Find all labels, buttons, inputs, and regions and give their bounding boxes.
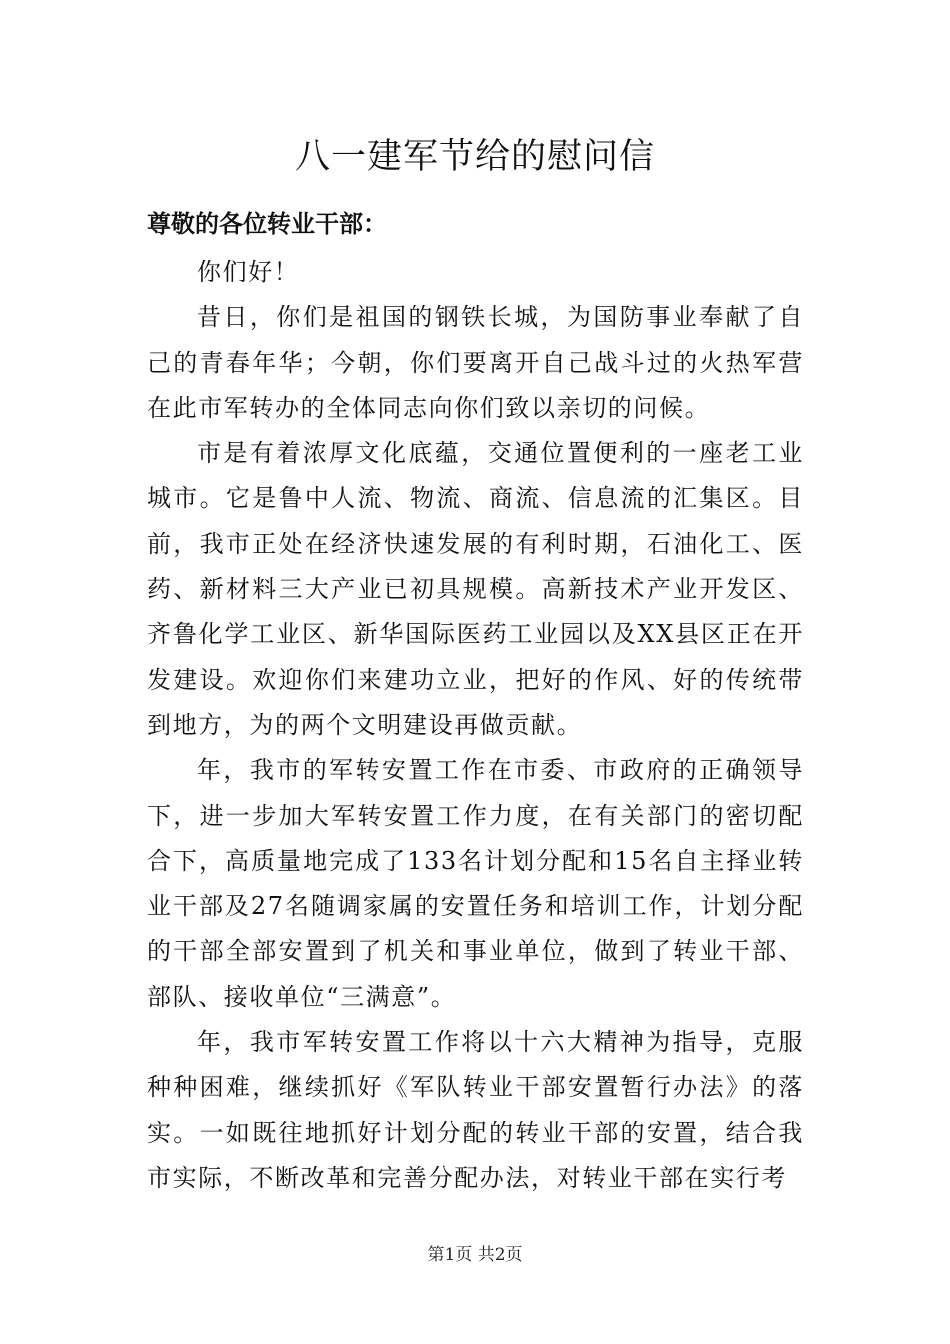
paragraph: 市是有着浓厚文化底蕴，交通位置便利的一座老工业城市。它是鲁中人流、物流、商流、信息流的汇集区。目前，我市正处在经济快速发展的有利时期，石油化工、医药、新材料三大产业已初具规模。高新技术产业开发区、齐鲁化学工业区、新华国际医药工业园以及XX县区正在开发建设。欢迎你们来建功立业，把好的作风、好的传统带到地方，为的两个文明建设再做贡献。 [147,439,804,739]
paragraph: 昔日，你们是祖国的钢铁长城，为国防事业奉献了自己的青春年华；今朝，你们要离开自己战斗过的火热军营在此市军转办的全体同志向你们致以亲切的问候。 [147,303,804,422]
paragraph: 年，我市军转安置工作将以十六大精神为指导，克服种种困难，继续抓好《军队转业干部安置暂行办法》的落实。一如既往地抓好计划分配的转业干部的安置，结合我市实际，不断改革和完善分配办法，对转业干部在实行考 [147,1028,804,1192]
salutation: 尊敬的各位转业干部： [147,209,387,238]
page-number-footer: 第1页 共2页 [427,1245,523,1265]
paragraph-greeting: 你们好！ [197,258,300,286]
letter-body [147,250,804,1201]
document-title: 八一建军节给的慰问信 [294,137,655,177]
paragraph: 年，我市的军转安置工作在市委、市政府的正确领导下，进一步加大军转安置工作力度，在有关部门的密切配合下，高质量地完成了133名计划分配和15名自主择业转业干部及27名随调家属的安置任务和培训工作，计划分配的干部全部安置到了机关和事业单位，做到了转业干部、部队、接收单位“三满意”。 [147,756,804,1011]
